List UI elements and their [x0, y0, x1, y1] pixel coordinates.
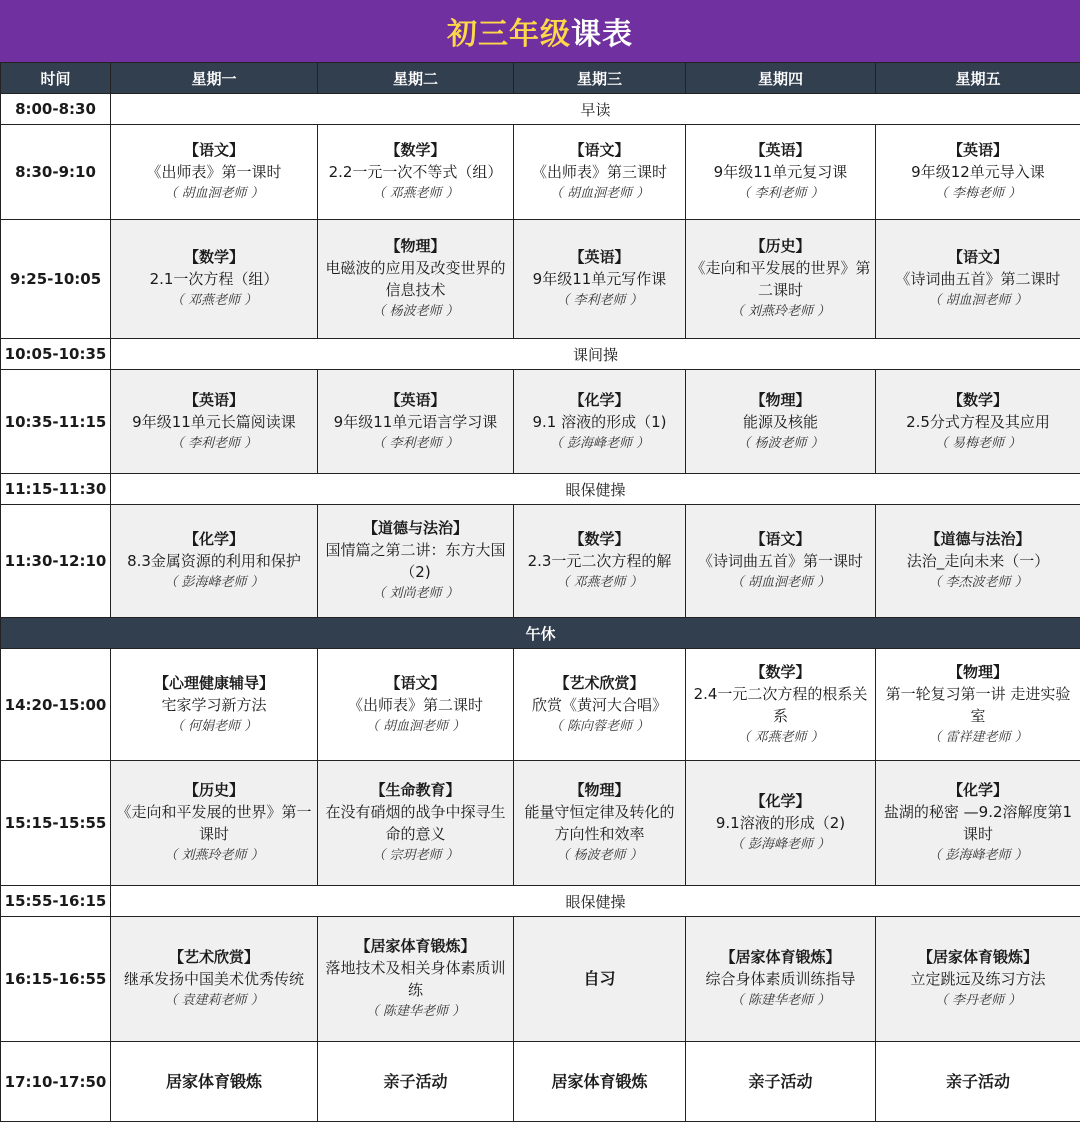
teacher-label: （ 陈建华老师 ） [730, 993, 831, 1008]
subject-label: 【英语】 [569, 248, 630, 266]
teacher-label: （ 李利老师 ） [170, 435, 258, 451]
teacher-label: （ 彭海峰老师 ） [164, 575, 264, 590]
lesson-cell [514, 370, 686, 474]
activity-label: 亲子活动 [945, 1071, 1010, 1091]
subject-label: 【物理】 [569, 781, 630, 799]
topic-label: 2.3一元二次方程的解 [527, 552, 672, 570]
break-label: 早读 [111, 94, 1080, 125]
teacher-label: （ 邓燕老师 ） [737, 729, 824, 745]
activity-label: 居家体育锻炼 [551, 1071, 648, 1091]
lesson-cell [686, 1042, 876, 1122]
timetable [0, 62, 1080, 1122]
class-row [1, 220, 1080, 339]
topic-label: 9年级11单元写作课 [532, 270, 667, 288]
teacher-label: （ 胡血洄老师 ） [730, 575, 831, 590]
lesson-cell [876, 125, 1080, 220]
lesson-cell [876, 370, 1080, 474]
subject-label: 【数学】 [569, 530, 630, 548]
subject-label: 【物理】 [750, 390, 811, 409]
lesson-cell [514, 505, 686, 618]
lesson-cell [514, 125, 686, 220]
topic-label: 能源及核能 [742, 412, 818, 431]
teacher-label: （ 刘燕玲老师 ） [164, 848, 264, 863]
header-time: 时间 [1, 63, 111, 94]
lesson-cell [686, 505, 876, 618]
topic-label: 电磁波的应用及改变世界的信息技术 [325, 259, 506, 299]
subject-label: 【居家体育锻炼】 [720, 948, 841, 966]
topic-label: 《出师表》第三课时 [531, 163, 667, 181]
subject-label: 【化学】 [947, 781, 1008, 799]
subject-label: 【物理】 [947, 662, 1008, 681]
header-wednesday: 星期三 [514, 63, 686, 94]
lesson-cell [318, 505, 514, 618]
teacher-label: （ 李利老师 ） [372, 435, 459, 451]
teacher-label: （ 邓燕老师 ） [556, 575, 643, 590]
timetable-body [1, 94, 1080, 1122]
subject-label: 【艺术欣赏】 [168, 948, 259, 966]
title-part-grade: 初三年级 [447, 17, 571, 52]
lesson-cell [686, 761, 876, 886]
subject-label: 【数学】 [183, 248, 244, 266]
lesson-cell [686, 649, 876, 761]
subject-label: 【数学】 [750, 662, 811, 681]
lesson-cell [111, 370, 318, 474]
topic-label: 欣赏《黄河大合唱》 [531, 695, 667, 714]
lesson-cell [111, 761, 318, 886]
lesson-cell [111, 505, 318, 618]
title-part-schedule: 课表 [571, 17, 633, 52]
lesson-cell [686, 220, 876, 339]
break-row [1, 339, 1080, 370]
class-row [1, 125, 1080, 220]
class-row [1, 370, 1080, 474]
topic-label: 2.1一次方程（组） [149, 270, 279, 288]
teacher-label: （ 胡血洄老师 ） [549, 186, 650, 201]
activity-label: 亲子活动 [383, 1071, 448, 1091]
activity-label: 自习 [583, 969, 616, 988]
topic-label: 立定跳远及练习方法 [910, 970, 1046, 988]
subject-label: 【居家体育锻炼】 [355, 937, 476, 955]
topic-label: 2.4一元二次方程的根系关系 [693, 684, 868, 725]
time-cell: 10:05-10:35 [1, 339, 111, 370]
time-cell: 11:30-12:10 [1, 505, 111, 618]
subject-label: 【居家体育锻炼】 [917, 948, 1038, 966]
topic-label: 2.5分式方程及其应用 [906, 412, 1050, 431]
time-cell: 8:30-9:10 [1, 125, 111, 220]
subject-label: 【英语】 [183, 390, 244, 409]
activity-label: 居家体育锻炼 [165, 1071, 262, 1091]
lesson-cell [514, 220, 686, 339]
subject-label: 【语文】 [183, 141, 244, 159]
lunch-label: 午休 [1, 618, 1080, 649]
lesson-cell [514, 917, 686, 1042]
subject-label: 【语文】 [385, 673, 446, 692]
subject-label: 【生命教育】 [370, 781, 461, 799]
lesson-cell [318, 649, 514, 761]
time-cell: 15:55-16:15 [1, 886, 111, 917]
teacher-label: （ 刘尚老师 ） [372, 586, 459, 601]
time-cell: 15:15-15:55 [1, 761, 111, 886]
time-cell: 8:00-8:30 [1, 94, 111, 125]
teacher-label: （ 李利老师 ） [737, 186, 824, 201]
teacher-label: （ 杨波老师 ） [372, 304, 459, 319]
teacher-label: （ 胡血洄老师 ） [164, 186, 264, 201]
lesson-cell [876, 505, 1080, 618]
title-bar [0, 0, 1080, 62]
topic-label: 《诗词曲五首》第一课时 [697, 552, 863, 570]
time-cell: 11:15-11:30 [1, 474, 111, 505]
teacher-label: （ 邓燕老师 ） [372, 186, 459, 201]
time-cell: 10:35-11:15 [1, 370, 111, 474]
lesson-cell [111, 220, 318, 339]
teacher-label: （ 李利老师 ） [556, 293, 643, 308]
header-friday: 星期五 [876, 63, 1080, 94]
subject-label: 【化学】 [750, 792, 811, 810]
lesson-cell [876, 917, 1080, 1042]
subject-label: 【数学】 [947, 390, 1008, 409]
teacher-label: （ 宗玥老师 ） [372, 848, 459, 863]
break-row [1, 94, 1080, 125]
subject-label: 【英语】 [750, 141, 811, 159]
topic-label: 第一轮复习第一讲 走进实验室 [885, 684, 1071, 725]
teacher-label: （ 李杰波老师 ） [928, 575, 1028, 590]
teacher-label: （ 彭海峰老师 ） [549, 435, 650, 451]
topic-label: 法治_走向未来（一） [906, 552, 1050, 570]
teacher-label: （ 刘燕玲老师 ） [730, 304, 831, 319]
lunch-row [1, 618, 1080, 649]
break-label: 眼保健操 [111, 886, 1080, 917]
teacher-label: （ 袁建莉老师 ） [164, 993, 264, 1008]
lesson-cell [318, 370, 514, 474]
topic-label: 9年级11单元语言学习课 [333, 412, 498, 431]
subject-label: 【语文】 [569, 141, 630, 159]
page-title [447, 9, 633, 53]
topic-label: 《走向和平发展的世界》第二课时 [690, 259, 871, 299]
topic-label: 继承发扬中国美术优秀传统 [123, 970, 304, 988]
class-row [1, 649, 1080, 761]
teacher-label: （ 陈建华老师 ） [365, 1004, 466, 1019]
teacher-label: （ 易梅老师 ） [934, 435, 1022, 451]
subject-label: 【物理】 [385, 237, 446, 255]
topic-label: 落地技术及相关身体素质训练 [325, 959, 506, 999]
subject-label: 【艺术欣赏】 [554, 673, 645, 692]
lesson-cell [876, 649, 1080, 761]
topic-label: 《出师表》第一课时 [146, 163, 282, 181]
topic-label: 在没有硝烟的战争中探寻生命的意义 [325, 803, 506, 843]
teacher-label: （ 陈向蓉老师 ） [549, 718, 650, 734]
topic-label: 宅家学习新方法 [161, 695, 267, 714]
break-row [1, 886, 1080, 917]
time-cell: 16:15-16:55 [1, 917, 111, 1042]
topic-label: 国情篇之第二讲：东方大国（2) [325, 541, 506, 581]
subject-label: 【英语】 [385, 390, 446, 409]
topic-label: 9年级11单元长篇阅读课 [132, 412, 296, 431]
time-cell: 9:25-10:05 [1, 220, 111, 339]
topic-label: 9年级12单元导入课 [911, 163, 1045, 181]
teacher-label: （ 杨波老师 ） [737, 435, 824, 451]
topic-label: 9.1 溶液的形成（1) [532, 412, 667, 431]
lesson-cell [318, 1042, 514, 1122]
lesson-cell [514, 1042, 686, 1122]
subject-label: 【化学】 [569, 390, 630, 409]
topic-label: 《走向和平发展的世界》第一课时 [116, 803, 312, 843]
teacher-label: （ 胡血洄老师 ） [928, 293, 1028, 308]
activity-label: 亲子活动 [748, 1071, 813, 1091]
subject-label: 【历史】 [183, 781, 244, 799]
lesson-cell [111, 917, 318, 1042]
time-cell: 14:20-15:00 [1, 649, 111, 761]
topic-label: 能量守恒定律及转化的方向性和效率 [524, 803, 675, 843]
lesson-cell [686, 125, 876, 220]
subject-label: 【英语】 [947, 141, 1008, 159]
teacher-label: （ 胡血洄老师 ） [365, 718, 466, 734]
subject-label: 【心理健康辅导】 [153, 673, 274, 692]
teacher-label: （ 李丹老师 ） [934, 993, 1022, 1008]
lesson-cell [318, 125, 514, 220]
teacher-label: （ 杨波老师 ） [556, 848, 643, 863]
subject-label: 【历史】 [750, 237, 811, 255]
topic-label: 综合身体素质训练指导 [705, 970, 856, 988]
subject-label: 【语文】 [750, 530, 811, 548]
topic-label: 8.3金属资源的利用和保护 [127, 552, 301, 570]
teacher-label: （ 彭海峰老师 ） [730, 837, 831, 852]
lesson-cell [686, 370, 876, 474]
lesson-cell [111, 649, 318, 761]
teacher-label: （ 彭海峰老师 ） [928, 848, 1028, 863]
lesson-cell [514, 761, 686, 886]
break-label: 眼保健操 [111, 474, 1080, 505]
teacher-label: （ 邓燕老师 ） [170, 293, 258, 308]
header-tuesday: 星期二 [318, 63, 514, 94]
class-row [1, 1042, 1080, 1122]
lesson-cell [318, 917, 514, 1042]
topic-label: 2.2一元一次不等式（组） [328, 163, 503, 181]
time-cell: 17:10-17:50 [1, 1042, 111, 1122]
teacher-label: （ 李梅老师 ） [934, 186, 1022, 201]
topic-label: 《诗词曲五首》第二课时 [895, 270, 1061, 288]
subject-label: 【道德与法治】 [925, 530, 1031, 548]
subject-label: 【语文】 [947, 248, 1008, 266]
header-monday: 星期一 [111, 63, 318, 94]
lesson-cell [876, 220, 1080, 339]
subject-label: 【道德与法治】 [362, 519, 468, 537]
teacher-label: （ 雷祥建老师 ） [928, 729, 1028, 745]
lesson-cell [876, 1042, 1080, 1122]
topic-label: 9.1溶液的形成（2) [715, 814, 846, 832]
teacher-label: （ 何娟老师 ） [170, 718, 258, 734]
class-row [1, 917, 1080, 1042]
topic-label: 9年级11单元复习课 [713, 163, 848, 181]
class-row [1, 761, 1080, 886]
lesson-cell [111, 125, 318, 220]
break-label: 课间操 [111, 339, 1080, 370]
topic-label: 《出师表》第二课时 [347, 695, 483, 714]
header-thursday: 星期四 [686, 63, 876, 94]
class-row [1, 505, 1080, 618]
header-row [1, 63, 1080, 94]
lesson-cell [318, 220, 514, 339]
subject-label: 【数学】 [385, 141, 446, 159]
lesson-cell [111, 1042, 318, 1122]
subject-label: 【化学】 [183, 530, 244, 548]
lesson-cell [686, 917, 876, 1042]
lesson-cell [318, 761, 514, 886]
lesson-cell [876, 761, 1080, 886]
break-row [1, 474, 1080, 505]
lesson-cell [514, 649, 686, 761]
topic-label: 盐湖的秘密 —9.2溶解度第1课时 [883, 803, 1073, 843]
